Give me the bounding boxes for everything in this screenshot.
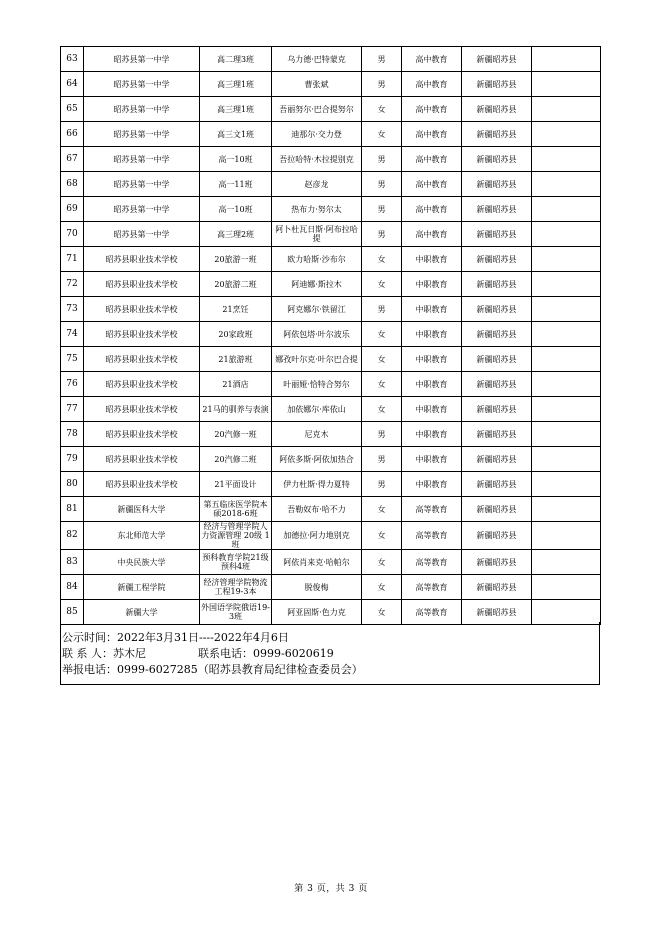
school-name-cell: 新疆工程学院 bbox=[84, 575, 200, 600]
school-name-cell: 昭苏县第一中学 bbox=[84, 172, 200, 197]
table-row bbox=[61, 97, 601, 122]
remark-cell bbox=[532, 497, 601, 522]
county-cell: 新疆昭苏县 bbox=[462, 197, 532, 222]
remark-cell bbox=[532, 297, 601, 322]
remark-cell bbox=[532, 447, 601, 472]
education-level-cell: 中职教育 bbox=[402, 372, 462, 397]
county-cell: 新疆昭苏县 bbox=[462, 222, 532, 247]
school-name-cell: 新疆医科大学 bbox=[84, 497, 200, 522]
remark-cell bbox=[532, 72, 601, 97]
gender-cell: 男 bbox=[362, 422, 402, 447]
row-number-cell: 64 bbox=[61, 72, 84, 97]
row-number-cell: 80 bbox=[61, 472, 84, 497]
education-level-cell: 中职教育 bbox=[402, 297, 462, 322]
remark-cell bbox=[532, 172, 601, 197]
table-row bbox=[61, 222, 601, 247]
table-row bbox=[61, 322, 601, 347]
education-level-cell: 高中教育 bbox=[402, 72, 462, 97]
class-name-cell: 高三理1班 bbox=[200, 97, 272, 122]
row-number-cell: 70 bbox=[61, 222, 84, 247]
gender-cell: 女 bbox=[362, 122, 402, 147]
education-level-cell: 中职教育 bbox=[402, 272, 462, 297]
class-name-cell: 21烹饪 bbox=[200, 297, 272, 322]
table-row bbox=[61, 147, 601, 172]
remark-cell bbox=[532, 97, 601, 122]
row-number-cell: 81 bbox=[61, 497, 84, 522]
gender-cell: 男 bbox=[362, 47, 402, 72]
remark-cell bbox=[532, 322, 601, 347]
remark-cell bbox=[532, 272, 601, 297]
row-number-cell: 83 bbox=[61, 550, 84, 575]
class-name-cell: 20家政班 bbox=[200, 322, 272, 347]
class-name-cell: 20旅游一班 bbox=[200, 247, 272, 272]
education-level-cell: 中职教育 bbox=[402, 447, 462, 472]
table-row bbox=[61, 172, 601, 197]
gender-cell: 女 bbox=[362, 322, 402, 347]
student-name-cell: 吾丽努尔·巴合提努尔 bbox=[272, 97, 362, 122]
table-body bbox=[61, 47, 601, 625]
remark-cell bbox=[532, 122, 601, 147]
row-number-cell: 68 bbox=[61, 172, 84, 197]
education-level-cell: 中职教育 bbox=[402, 422, 462, 447]
school-name-cell: 昭苏县职业技术学校 bbox=[84, 322, 200, 347]
school-name-cell: 昭苏县职业技术学校 bbox=[84, 347, 200, 372]
class-name-cell: 第五临床医学院本硕2018-6班 bbox=[200, 497, 272, 522]
remark-cell bbox=[532, 347, 601, 372]
county-cell: 新疆昭苏县 bbox=[462, 172, 532, 197]
table-row bbox=[61, 72, 601, 97]
table-row bbox=[61, 397, 601, 422]
row-number-cell: 66 bbox=[61, 122, 84, 147]
education-level-cell: 中职教育 bbox=[402, 347, 462, 372]
gender-cell: 女 bbox=[362, 600, 402, 625]
class-name-cell: 经济管理学院物流工程19-3本 bbox=[200, 575, 272, 600]
class-name-cell: 高三理2班 bbox=[200, 222, 272, 247]
student-name-cell: 叶丽娅·恰特合努尔 bbox=[272, 372, 362, 397]
education-level-cell: 高等教育 bbox=[402, 497, 462, 522]
publicity-time: 公示时间：2022年3月31日----2022年4月6日 bbox=[62, 631, 289, 644]
gender-cell: 女 bbox=[362, 247, 402, 272]
class-name-cell: 21酒店 bbox=[200, 372, 272, 397]
gender-cell: 女 bbox=[362, 347, 402, 372]
school-name-cell: 昭苏县职业技术学校 bbox=[84, 447, 200, 472]
county-cell: 新疆昭苏县 bbox=[462, 72, 532, 97]
remark-cell bbox=[532, 575, 601, 600]
student-name-cell: 尼克木 bbox=[272, 422, 362, 447]
table-row bbox=[61, 122, 601, 147]
education-level-cell: 高中教育 bbox=[402, 197, 462, 222]
county-cell: 新疆昭苏县 bbox=[462, 97, 532, 122]
class-name-cell: 高一10班 bbox=[200, 197, 272, 222]
table-row bbox=[61, 347, 601, 372]
remark-cell bbox=[532, 422, 601, 447]
education-level-cell: 中职教育 bbox=[402, 322, 462, 347]
education-level-cell: 高中教育 bbox=[402, 97, 462, 122]
row-number-cell: 79 bbox=[61, 447, 84, 472]
gender-cell: 女 bbox=[362, 97, 402, 122]
class-name-cell: 高一10班 bbox=[200, 147, 272, 172]
county-cell: 新疆昭苏县 bbox=[462, 147, 532, 172]
table-row bbox=[61, 472, 601, 497]
remark-cell bbox=[532, 550, 601, 575]
student-name-cell: 吾拉哈特·木拉提别克 bbox=[272, 147, 362, 172]
student-name-cell: 脱俊梅 bbox=[272, 575, 362, 600]
county-cell: 新疆昭苏县 bbox=[462, 272, 532, 297]
row-number-cell: 82 bbox=[61, 522, 84, 550]
row-number-cell: 73 bbox=[61, 297, 84, 322]
class-name-cell: 高三理1班 bbox=[200, 72, 272, 97]
education-level-cell: 高中教育 bbox=[402, 47, 462, 72]
class-name-cell: 21马的驯养与表演 bbox=[200, 397, 272, 422]
remark-cell bbox=[532, 47, 601, 72]
county-cell: 新疆昭苏县 bbox=[462, 347, 532, 372]
school-name-cell: 昭苏县职业技术学校 bbox=[84, 472, 200, 497]
table-row bbox=[61, 522, 601, 550]
remark-cell bbox=[532, 600, 601, 625]
row-number-cell: 72 bbox=[61, 272, 84, 297]
school-name-cell: 昭苏县职业技术学校 bbox=[84, 372, 200, 397]
education-level-cell: 高中教育 bbox=[402, 222, 462, 247]
school-name-cell: 昭苏县第一中学 bbox=[84, 122, 200, 147]
remark-cell bbox=[532, 222, 601, 247]
gender-cell: 女 bbox=[362, 272, 402, 297]
gender-cell: 男 bbox=[362, 72, 402, 97]
table-row bbox=[61, 422, 601, 447]
county-cell: 新疆昭苏县 bbox=[462, 397, 532, 422]
class-name-cell: 高一11班 bbox=[200, 172, 272, 197]
remark-cell bbox=[532, 397, 601, 422]
county-cell: 新疆昭苏县 bbox=[462, 447, 532, 472]
table-row bbox=[61, 297, 601, 322]
table-row bbox=[61, 47, 601, 72]
table-row bbox=[61, 197, 601, 222]
county-cell: 新疆昭苏县 bbox=[462, 47, 532, 72]
student-name-cell: 阿卜杜瓦日斯·阿布拉哈提 bbox=[272, 222, 362, 247]
contact-line bbox=[62, 646, 599, 662]
education-level-cell: 高等教育 bbox=[402, 600, 462, 625]
student-name-cell: 阿亚固斯·色力克 bbox=[272, 600, 362, 625]
contact-phone: 联系电话：0999-6020619 bbox=[198, 647, 334, 660]
county-cell: 新疆昭苏县 bbox=[462, 550, 532, 575]
school-name-cell: 昭苏县第一中学 bbox=[84, 222, 200, 247]
table-row bbox=[61, 497, 601, 522]
student-name-cell: 阿依包塔·叶尔波乐 bbox=[272, 322, 362, 347]
county-cell: 新疆昭苏县 bbox=[462, 322, 532, 347]
student-name-cell: 阿克娜尔·铁留江 bbox=[272, 297, 362, 322]
remark-cell bbox=[532, 197, 601, 222]
row-number-cell: 77 bbox=[61, 397, 84, 422]
student-name-cell: 加德拉·阿力地别克 bbox=[272, 522, 362, 550]
gender-cell: 女 bbox=[362, 575, 402, 600]
table-row bbox=[61, 272, 601, 297]
education-level-cell: 高中教育 bbox=[402, 172, 462, 197]
county-cell: 新疆昭苏县 bbox=[462, 522, 532, 550]
gender-cell: 女 bbox=[362, 372, 402, 397]
row-number-cell: 63 bbox=[61, 47, 84, 72]
education-level-cell: 高等教育 bbox=[402, 522, 462, 550]
county-cell: 新疆昭苏县 bbox=[462, 297, 532, 322]
school-name-cell: 昭苏县第一中学 bbox=[84, 47, 200, 72]
class-name-cell: 高三文1班 bbox=[200, 122, 272, 147]
class-name-cell: 20汽修一班 bbox=[200, 422, 272, 447]
class-name-cell: 21平面设计 bbox=[200, 472, 272, 497]
row-number-cell: 76 bbox=[61, 372, 84, 397]
class-name-cell: 21旅游班 bbox=[200, 347, 272, 372]
gender-cell: 男 bbox=[362, 222, 402, 247]
page-number: 第 3 页，共 3 页 bbox=[294, 884, 368, 894]
education-level-cell: 高中教育 bbox=[402, 122, 462, 147]
class-name-cell: 20旅游二班 bbox=[200, 272, 272, 297]
class-name-cell: 外国语学院俄语19-3班 bbox=[200, 600, 272, 625]
gender-cell: 男 bbox=[362, 447, 402, 472]
remark-cell bbox=[532, 247, 601, 272]
remark-cell bbox=[532, 372, 601, 397]
student-name-cell: 曹张斌 bbox=[272, 72, 362, 97]
education-level-cell: 中职教育 bbox=[402, 472, 462, 497]
student-name-cell: 赵彦龙 bbox=[272, 172, 362, 197]
school-name-cell: 昭苏县职业技术学校 bbox=[84, 247, 200, 272]
student-table bbox=[60, 46, 601, 625]
remark-cell bbox=[532, 472, 601, 497]
school-name-cell: 昭苏县第一中学 bbox=[84, 147, 200, 172]
school-name-cell: 昭苏县职业技术学校 bbox=[84, 422, 200, 447]
gender-cell: 男 bbox=[362, 197, 402, 222]
row-number-cell: 84 bbox=[61, 575, 84, 600]
gender-cell: 男 bbox=[362, 147, 402, 172]
school-name-cell: 昭苏县第一中学 bbox=[84, 72, 200, 97]
county-cell: 新疆昭苏县 bbox=[462, 422, 532, 447]
row-number-cell: 74 bbox=[61, 322, 84, 347]
county-cell: 新疆昭苏县 bbox=[462, 575, 532, 600]
table-row bbox=[61, 550, 601, 575]
row-number-cell: 71 bbox=[61, 247, 84, 272]
row-number-cell: 78 bbox=[61, 422, 84, 447]
class-name-cell: 20汽修二班 bbox=[200, 447, 272, 472]
school-name-cell: 新疆大学 bbox=[84, 600, 200, 625]
education-level-cell: 中职教育 bbox=[402, 247, 462, 272]
school-name-cell: 昭苏县第一中学 bbox=[84, 197, 200, 222]
student-name-cell: 乌力德·巴特蒙克 bbox=[272, 47, 362, 72]
row-number-cell: 69 bbox=[61, 197, 84, 222]
remark-cell bbox=[532, 147, 601, 172]
student-name-cell: 阿迪娜·斯拉木 bbox=[272, 272, 362, 297]
school-name-cell: 昭苏县职业技术学校 bbox=[84, 272, 200, 297]
gender-cell: 女 bbox=[362, 497, 402, 522]
remark-cell bbox=[532, 522, 601, 550]
gender-cell: 男 bbox=[362, 172, 402, 197]
gender-cell: 男 bbox=[362, 297, 402, 322]
student-name-cell: 热布力·努尔太 bbox=[272, 197, 362, 222]
school-name-cell: 昭苏县职业技术学校 bbox=[84, 297, 200, 322]
gender-cell: 女 bbox=[362, 550, 402, 575]
notice-footer bbox=[60, 622, 600, 685]
student-name-cell: 欧力哈斯·沙布尔 bbox=[272, 247, 362, 272]
student-name-cell: 加依娜尔·库依山 bbox=[272, 397, 362, 422]
row-number-cell: 67 bbox=[61, 147, 84, 172]
student-name-cell: 迪那尔·交力登 bbox=[272, 122, 362, 147]
class-name-cell: 高二理3班 bbox=[200, 47, 272, 72]
class-name-cell: 预科教育学院21级预科4班 bbox=[200, 550, 272, 575]
report-phone: 举报电话：0999-6027285（昭苏县教育局纪律检查委员会） bbox=[62, 663, 363, 676]
row-number-cell: 75 bbox=[61, 347, 84, 372]
education-level-cell: 高中教育 bbox=[402, 147, 462, 172]
education-level-cell: 高等教育 bbox=[402, 575, 462, 600]
education-level-cell: 中职教育 bbox=[402, 397, 462, 422]
student-name-cell: 阿依肖来克·哈帕尔 bbox=[272, 550, 362, 575]
row-number-cell: 65 bbox=[61, 97, 84, 122]
table-row bbox=[61, 600, 601, 625]
row-number-cell: 85 bbox=[61, 600, 84, 625]
school-name-cell: 昭苏县第一中学 bbox=[84, 97, 200, 122]
student-name-cell: 阿依多斯·阿依加热合 bbox=[272, 447, 362, 472]
student-name-cell: 娜孜叶尔克·叶尔巴合提 bbox=[272, 347, 362, 372]
school-name-cell: 中央民族大学 bbox=[84, 550, 200, 575]
county-cell: 新疆昭苏县 bbox=[462, 472, 532, 497]
education-level-cell: 高等教育 bbox=[402, 550, 462, 575]
county-cell: 新疆昭苏县 bbox=[462, 600, 532, 625]
student-name-cell: 吾勒奴布·哈不力 bbox=[272, 497, 362, 522]
contact-person: 联 系 人：苏木尼 bbox=[62, 647, 146, 660]
county-cell: 新疆昭苏县 bbox=[462, 122, 532, 147]
gender-cell: 男 bbox=[362, 472, 402, 497]
county-cell: 新疆昭苏县 bbox=[462, 497, 532, 522]
gender-cell: 女 bbox=[362, 397, 402, 422]
table-row bbox=[61, 247, 601, 272]
class-name-cell: 经济与管理学院人力资源管理 20级 1班 bbox=[201, 522, 270, 549]
student-name-cell: 伊力杜斯·得力夏特 bbox=[272, 472, 362, 497]
school-name-cell: 东北师范大学 bbox=[84, 522, 200, 550]
table-row bbox=[61, 447, 601, 472]
table-row bbox=[61, 575, 601, 600]
school-name-cell: 昭苏县职业技术学校 bbox=[84, 397, 200, 422]
table-row bbox=[61, 372, 601, 397]
gender-cell: 女 bbox=[362, 522, 402, 550]
county-cell: 新疆昭苏县 bbox=[462, 372, 532, 397]
county-cell: 新疆昭苏县 bbox=[462, 247, 532, 272]
